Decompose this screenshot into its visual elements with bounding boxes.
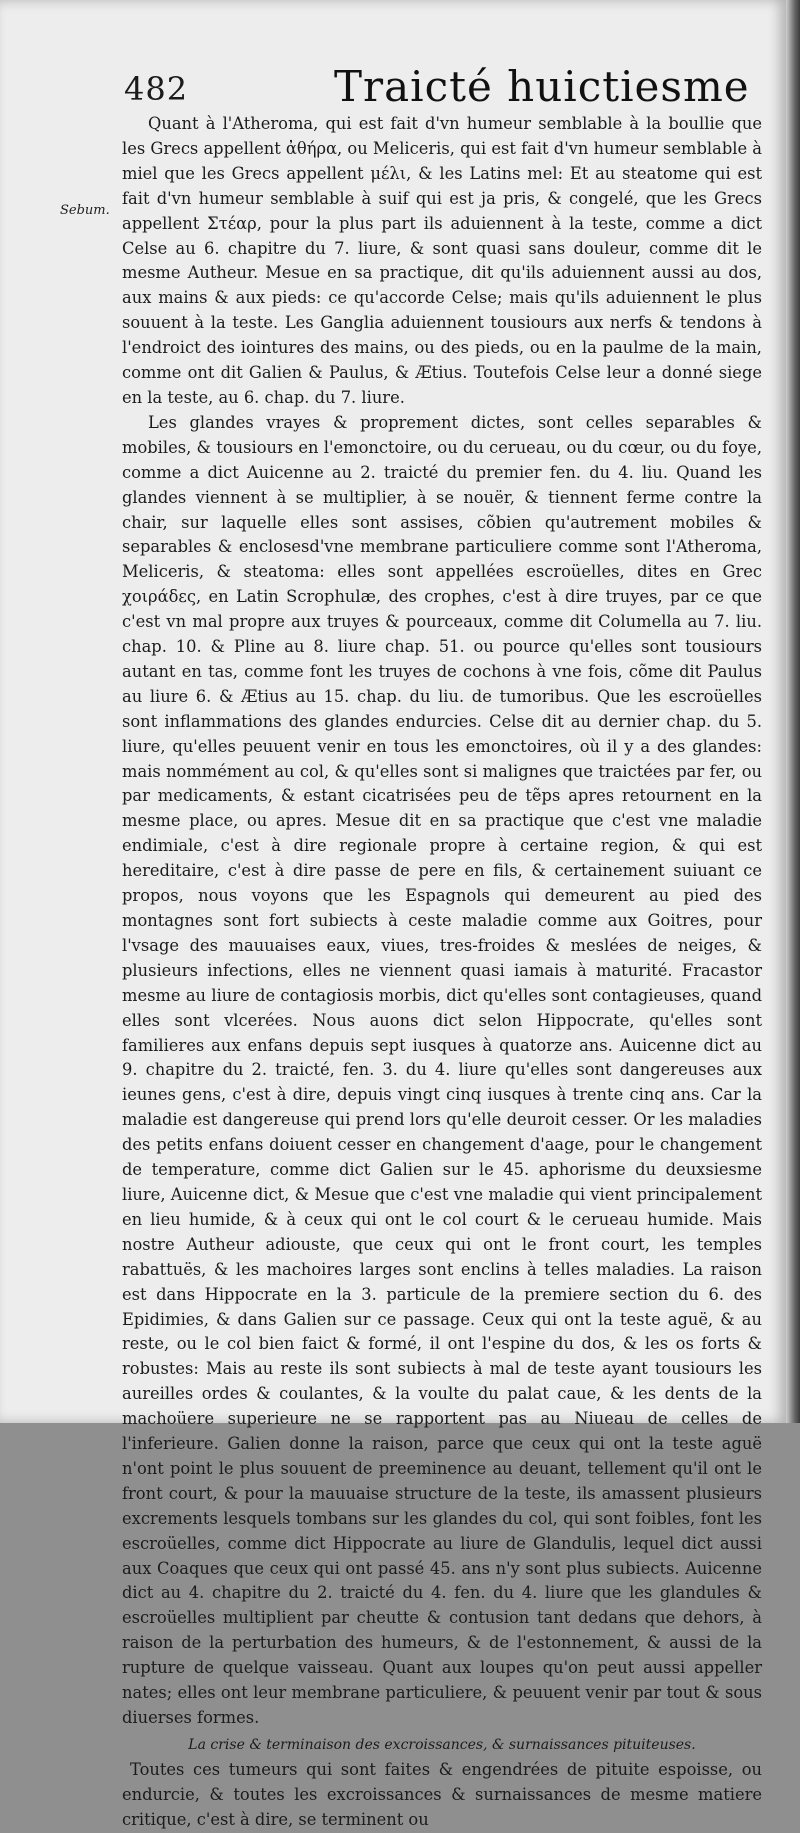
paragraph: Toutes ces tumeurs qui sont faites & engendrées de pituite espoisse, ou endurcie, & toutes les excroissances & surnaissances de mesme matiere critique, c'est à dire, se terminent ou: [122, 1759, 762, 1829]
running-head: Traicté huictiesme: [334, 62, 750, 111]
margin-note: Sebum.: [60, 203, 110, 218]
page-number: 482: [124, 70, 189, 108]
page-edge-shadow: [786, 0, 800, 1423]
paragraph: Les glandes vrayes & proprement dictes, sont celles separables & mobiles, & tousiours en l'emonctoire, ou du cerueau, ou du cœur, ou du foye, comme a dict Auicenne au 2. traicté du premier fen. du 4. liu. Quand les glandes viennent à se multiplier, à se nouër, & tiennent ferme contre la chair, sur laquelle elles sont assises, cõbien qu'autrement mobiles & separables & enclosesd'vne membrane particuliere comme sont l'Atheroma, Meliceris, & steatoma: elles sont appellées escroüelles, dites en Grec χοιράδες, en Latin Scrophulæ, des crophes, c'est à dire truyes, par ce que c'est vn mal propre aux truyes & pourceaux, comme dit Columella au 7. liu. chap. 10. & Pline au 8. liure chap. 51. ou pource qu'elles sont tousiours autant en tas, comme font les truyes de cochons à vne fois, cõme dit Paulus au liure 6. & Ætius au 15. chap. du liu. de tumoribus. Que les escroüelles sont inflammations des glandes endurcies. Celse dit au dernier chap. du 5. liure, qu'elles peuuent venir en tous les emonctoires, où il y a des glandes: mais nommément au col, & qu'elles sont si malignes que traictées par fer, ou par medicaments, & estant cicatrisées peu de tẽps apres retournent en la mesme place, ou apres. Mesue dit en sa practique que c'est vne maladie endimiale, c'est à dire regionale propre à certaine region, & qui est hereditaire, c'est à dire passe de pere en fils, & certainement suiuant ce propos, nous voyons que les Espagnols qui demeurent au pied des montagnes sont fort subiects à ceste maladie comme aux Goitres, pour l'vsage des mauuaises eaux, viues, tres-froides & meslées de neiges, & plusieurs infections, elles ne viennent quasi iamais à maturité. Fracastor mesme au liure de contagiosis morbis, dict qu'elles sont contagieuses, quand elles sont vlcerées. Nous auons dict selon Hippocrate, qu'elles sont familieres aux enfans depuis sept iusques à quatorze ans. Auicenne dict au 9. chapitre du 2. traicté, fen. 3. du 4. liure qu'elles sont dangereuses aux ieunes gens, c'est à dire, depuis vingt cinq iusques à trente cinq ans. Car la maladie est dangereuse qui prend lors qu'elle deuroit cesser. Or les maladies des petits enfans doiuent cesser en changement d'aage, pour le changement de temperature, comme dict Galien sur le 45. aphorisme du deuxsiesme liure, Auicenne dict, & Mesue que c'est vne maladie qui vient principalement en lieu humide, & à ceux qui ont le col court & le cerueau humide. Mais nostre Autheur adiouste, que ceux qui ont le front court, les temples rabattuës, & les machoires larges sont enclins à telles maladies. La raison est dans Hippocrate en la 3. particule de la premiere section du 6. des Epidimies, & dans Galien sur ce passage. Ceux qui ont la teste aguë, & au reste, ou le col bien faict & formé, il ont l'espine du dos, & les os forts & robustes: Mais au reste ils sont subiects à mal de teste ayant tousiours les aureilles ordes & coulantes, & la voulte du palat caue, & les dents de la machoüere superieure ne se rapportent pas au Niueau de celles de l'inferieure. Galien donne la raison, parce que ceux qui ont la teste aguë n'ont point le plus souuent de preeminence au deuant, tellement qu'il ont le front court, & pour la mauuaise structure de la teste, ils amassent plusieurs excrements lesquels tombans sur les glandes du col, qui sont foibles, font les escroüelles, comme dict Hippocrate au liure de Glandulis, lequel dict aussi aux Coaques que ceux qui ont passé 45. ans n'y sont plus subiects. Auicenne dict au 4. chapitre du 2. traicté du 4. fen. du 4. liure que les glandules & escroüelles multiplient par cheutte & contusion tant dedans que dehors, à raison de la perturbation des humeurs, & de l'estonnement, & aussi de la rupture de quelque vaisseau. Quant aux loupes qu'on peut aussi appeller nates; elles ont leur membrane particuliere, & peuuent venir par tout & sous diuerses formes.: [122, 412, 762, 1727]
section-subheading: La crise & terminaison des excroissances, & surnaissances pituiteuses.: [188, 1736, 696, 1753]
paragraph: Quant à l'Atheroma, qui est fait d'vn humeur semblable à la boullie que les Grecs appellent ἀθήρα, ou Meliceris, qui est fait d'vn humeur semblable à miel que les Grecs appellent μέλι, & les Latins mel: Et au steatome qui est fait d'vn humeur semblable à suif qui est ja pris, & congelé, que les Grecs appellent Στέαρ, pour la plus part ils aduiennent à la teste, comme a dict Celse au 6. chapitre du 7. liure, & sont quasi sans douleur, comme dit le mesme Autheur. Mesue en sa practique, dit qu'ils aduiennent aussi au dos, aux mains & aux pieds: ce qu'accorde Celse; mais qu'ils aduiennent le plus souuent à la teste. Les Ganglia aduiennent tousiours aux nerfs & tendons à l'endroict des iointures des mains, ou des pieds, ou en la paulme de la main, comme ont dit Galien & Paulus, & Ætius. Toutefois Celse leur a donné siege en la teste, au 6. chap. du 7. liure.: [122, 114, 762, 407]
body-text: [122, 112, 762, 1833]
page-header: [122, 62, 762, 112]
